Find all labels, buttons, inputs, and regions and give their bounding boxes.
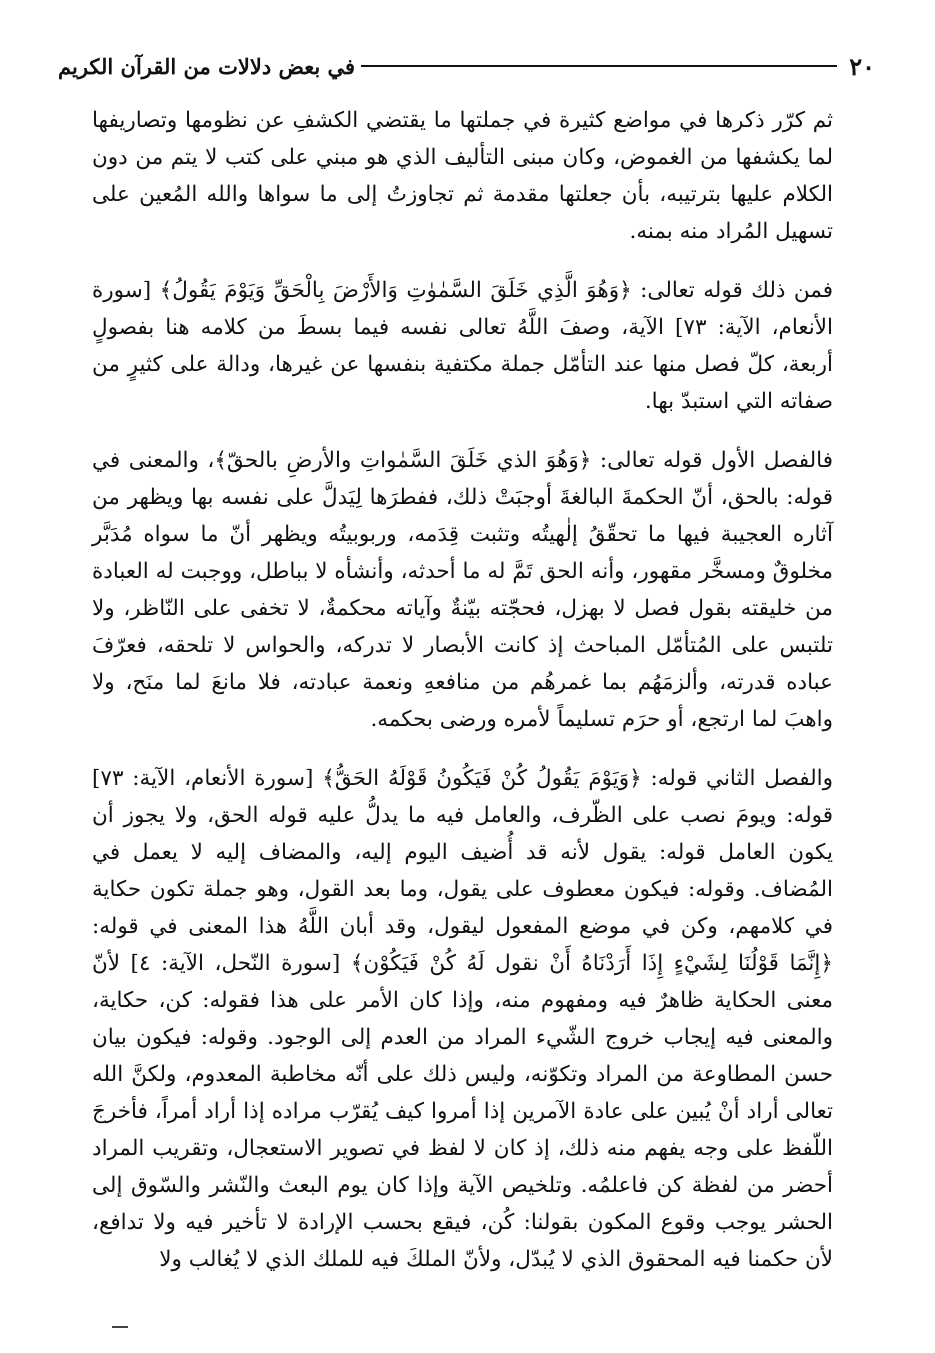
running-title: في بعض دلالات من القرآن الكريم bbox=[58, 53, 356, 79]
paragraph-3: فالفصل الأول قوله تعالى: ﴿وَهُوَ الذي خَلَقَ السَّمٰواتِ والأرضِ بالحقّ﴾، والمعنى في قوله: بالحق، أنّ الحكمةَ البالغةَ أوجبَتْ ذلك، ففطرَها لِيَدلَّ على نفسه بها ويظهر من آثاره العجيبة فيها ما تحقّقُ إلٰهيتُه وتثبت قِدَمه، وربوبيتُه ويظهر أنّ ما سواه مُدَبَّر مخلوقٌ ومسخَّر مقهور، وأنه الحق تَمَّ له ما أحدثه، وأنشأه لا بباطل، ووجبت له العبادة من خليقته بقول فصل لا بهزل، فحجّته بيّنةٌ وآياته محكمةٌ، لا تخفى على النّاظر، ولا تلتبس على المُتأمّل المباحث إذ كانت الأبصار لا تدركه، والحواس لا تلحقه، فعرّفَ عباده قدرته، وألزمَهُم بما غمرهُم من منافعهِ ونعمة عبادته، فلا مانعَ لما منَح، ولا واهبَ لما ارتجع، أو حرَم تسليماً لأمره ورضى بحكمه. bbox=[92, 448, 833, 732]
paragraph-2: فمن ذلك قوله تعالى: ﴿وَهُوَ الَّذِي خَلَقَ السَّمٰوٰتِ وَالأَرْضَ بِالْحَقِّ وَيَوْمَ يَقُولُ﴾ [سورة الأنعام، الآية: ٧٣] الآية، وصفَ اللَّهُ تعالى نفسه فيما بسطَ من كلامه هنا بفصولٍ أربعة، كلّ فصل منها عند التأمّل جملة مكتفية بنفسها عن غيرها، ودالة على كثيرٍ من صفاته التي استبدّ بها. bbox=[92, 278, 833, 414]
page-body bbox=[92, 102, 833, 1300]
footer-mark bbox=[112, 1326, 128, 1328]
paragraph-4: والفصل الثاني قوله: ﴿وَيَوْمَ يَقُولُ كُنْ فَيَكُونُ قَوْلَهُ الحَقُّ﴾ [سورة الأنعام، الآية: ٧٣] قوله: ويومَ نصب على الظّرف، والعامل فيه ما يدلُّ عليه قوله الحق، ولا يجوز أن يكون العامل قوله: يقول لأنه قد أُضيف اليوم إليه، والمضاف إليه لا يعمل في المُضاف. وقوله: فيكون معطوف على يقول، وما بعد القول، وهو جملة تكون حكاية في كلامهم، وكن في موضع المفعول ليقول، وقد أبان اللَّهُ هذا المعنى في قوله: ﴿إِنَّمَا قَوْلُنَا لِشَيْءٍ إِذَا أَرَدْنَاهُ أَنْ نقول لَهُ كُنْ فَيَكُوْن﴾ [سورة النّحل، الآية: ٤] لأنّ معنى الحكاية ظاهرٌ فيه ومفهوم منه، وإذا كان الأمر على هذا فقوله: كن، حكاية، والمعنى فيه إيجاب خروج الشّيء المراد من العدم إلى الوجود. وقوله: فيكون بيان حسن المطاوعة من المراد وتكوّنه، وليس ذلك على أنّه مخاطبة المعدوم، ولكنَّ الله تعالى أراد أنْ يُبين على عادة الآمرين إذا أمروا كيف يُقرّب مراده إذا أراد أمراً، فأخرجَ اللّفظ على وجه يفهم منه ذلك، إذ كان لا لفظ في تصوير الاستعجال، وتقريب المراد أحضر من لفظة كن فاعلمُه. وتلخيص الآية وإذا كان يوم البعث والنّشر والسّوق إلى الحشر يوجب وقوع المكون بقولنا: كُن، فيقع بحسب الإرادة لا تأخير فيه ولا تدافع، لأن حكمنا فيه المحقوق الذي لا يُبدّل، ولأنّ الملكَ فيه للملك الذي لا يُغالب ولا bbox=[92, 766, 833, 1272]
paragraph-1: ثم كرّر ذكرها في مواضع كثيرة في جملتها ما يقتضي الكشفِ عن نظومها وتصاريفها لما يكشفها من الغموض، وكان مبنى التأليف الذي هو مبني على كتب لا يتم من دون الكلام عليها بترتيبه، بأن جعلتها مقدمة ثم تجاوزتُ إلى ما سواها والله المُعين على تسهيل المُراد منه بمنه. bbox=[92, 108, 833, 244]
page-header bbox=[58, 48, 875, 84]
header-rule bbox=[361, 65, 837, 67]
page-number: ٢٠ bbox=[849, 51, 875, 81]
